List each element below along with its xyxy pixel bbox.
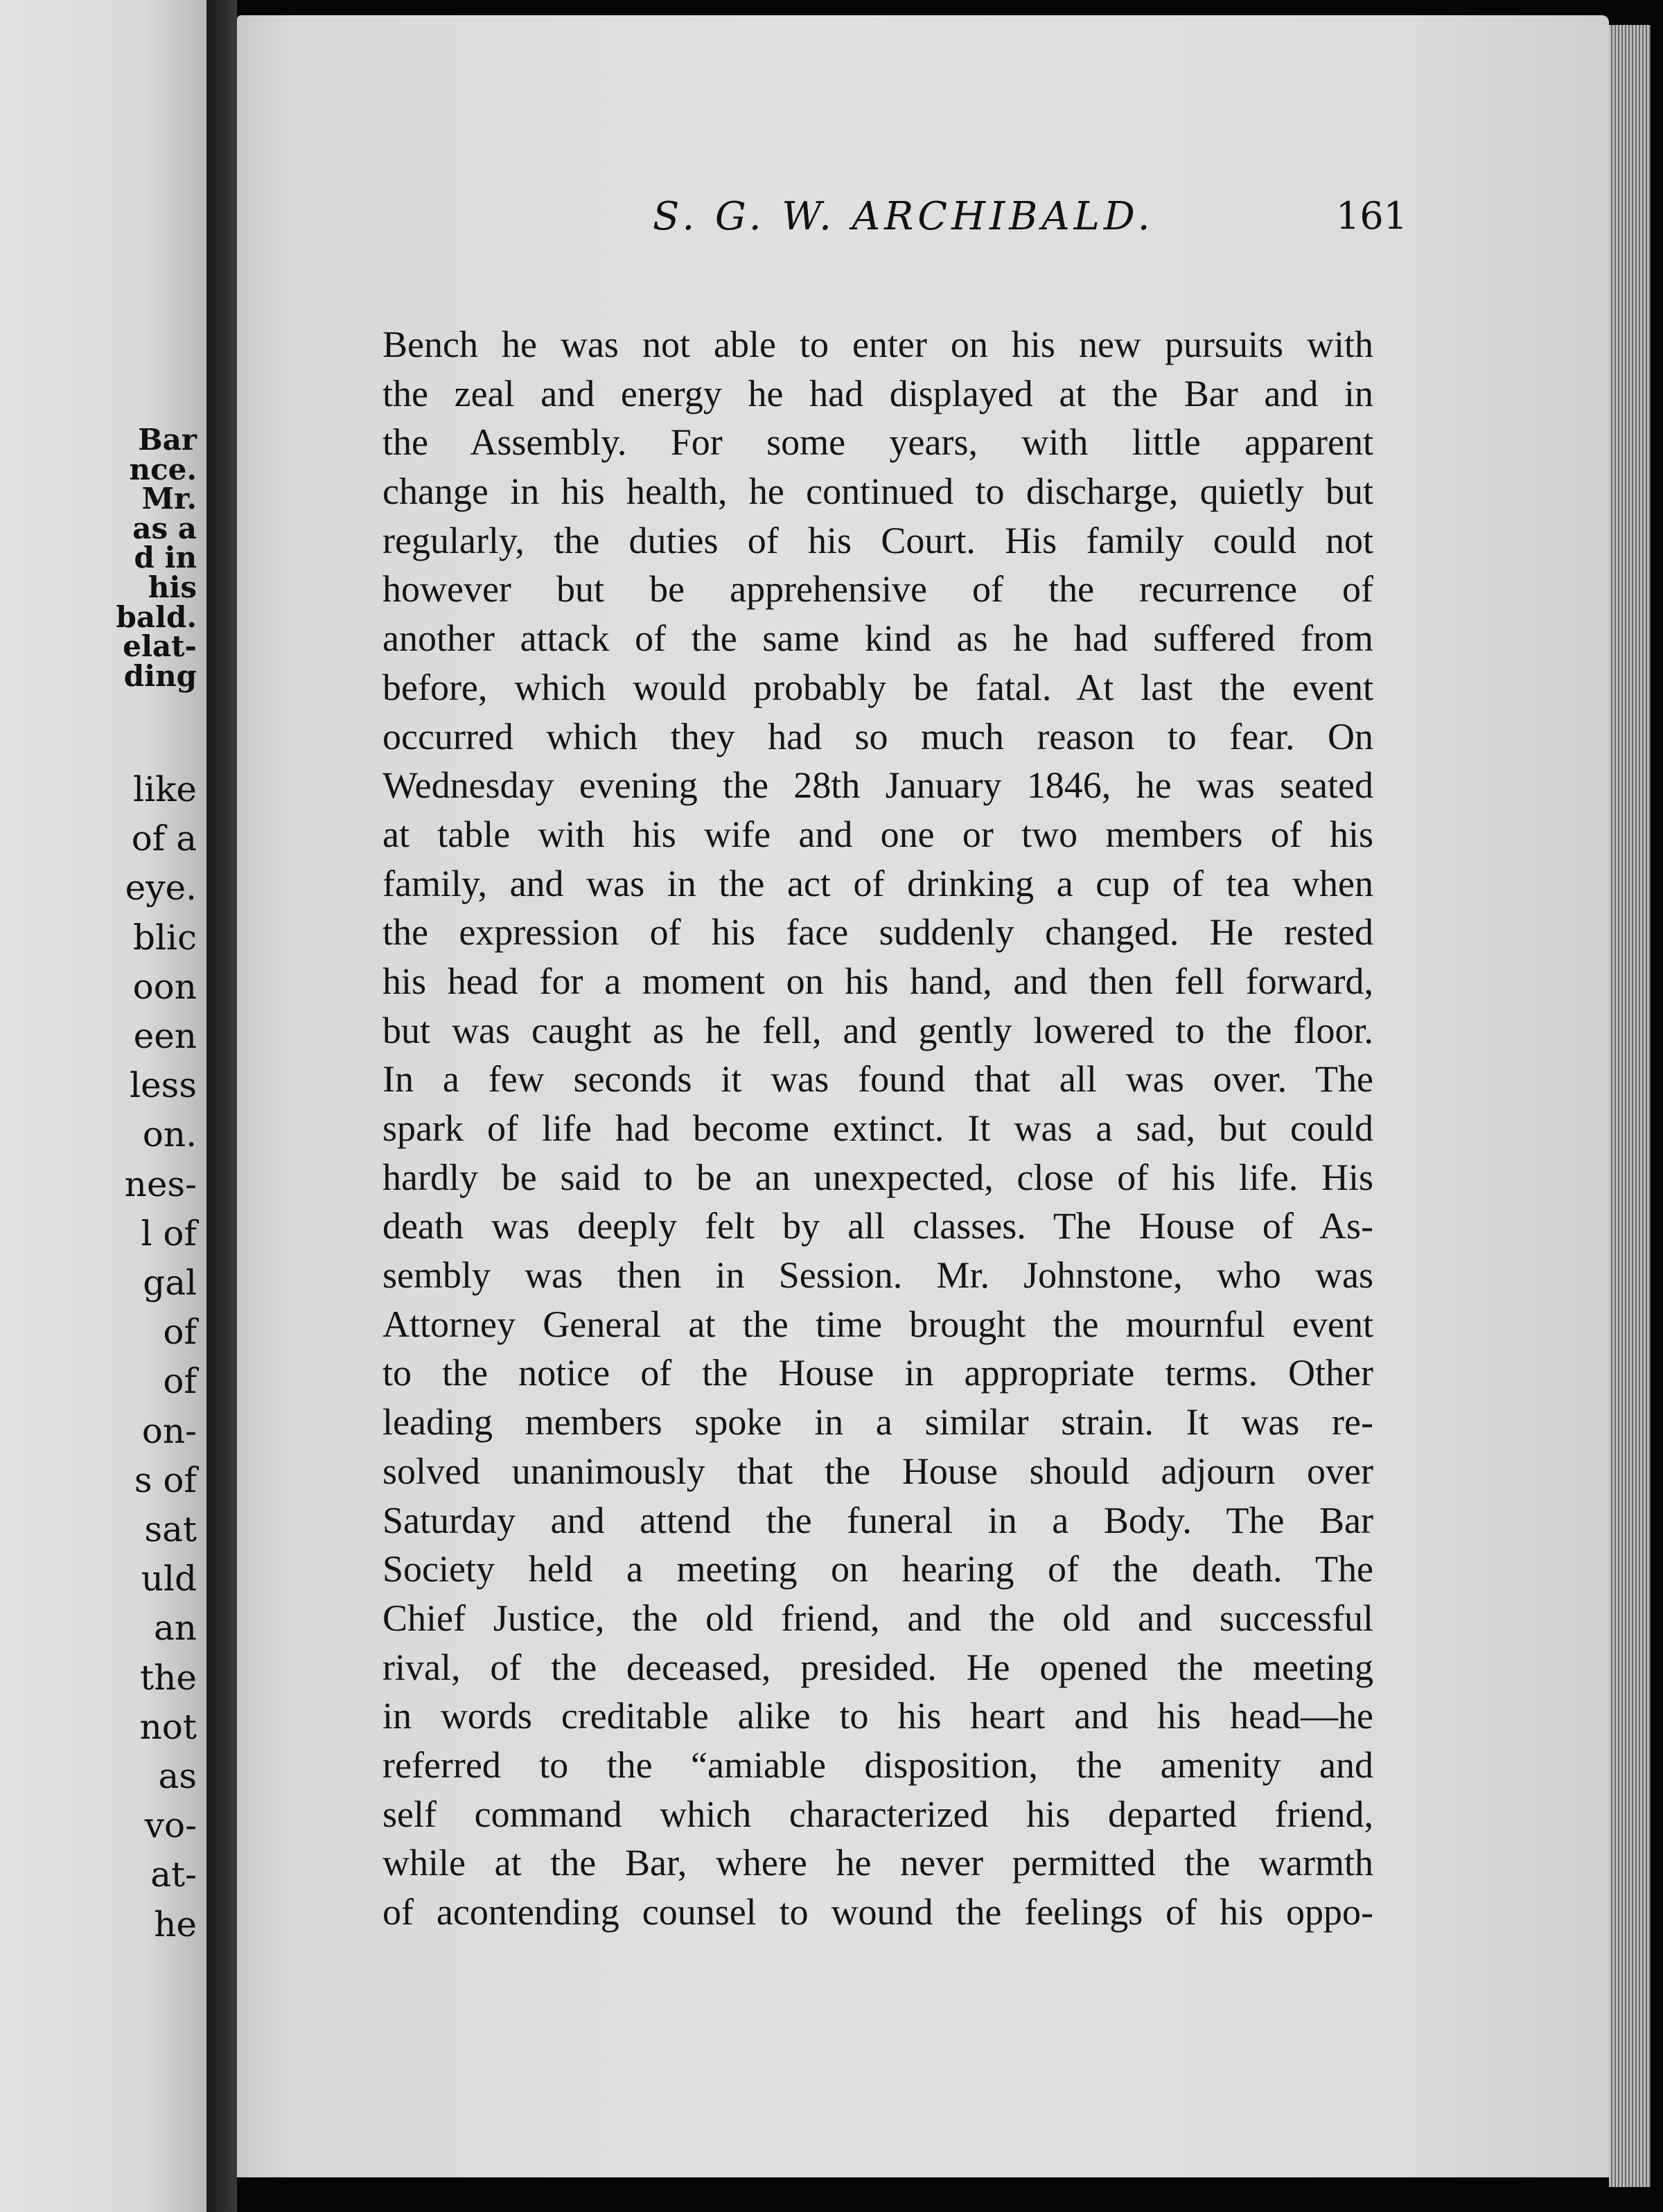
left-page-fragment: nce. [129, 452, 197, 486]
page-number: 161 [1336, 194, 1408, 238]
text-line: referred to the “amiable disposition, the amenity and [382, 1744, 1373, 1786]
book-page-161 [237, 15, 1609, 2177]
text-line: while at the Bar, where he never permitted the warmth [382, 1842, 1373, 1884]
text-line: but was caught as he fell, and gently lowered to the floor. [382, 1009, 1373, 1051]
text-line: Chief Justice, the old friend, and the old and successful [382, 1597, 1373, 1639]
left-page-fragment: ding [123, 658, 197, 693]
text-line: the expression of his face suddenly changed. He rested [382, 911, 1373, 954]
left-page-fragment: l of [141, 1213, 197, 1254]
text-line: solved unanimously that the House should adjourn over [382, 1450, 1373, 1492]
left-page-fragment: at- [150, 1854, 197, 1895]
text-line: sembly was then in Session. Mr. Johnstone, who was [382, 1254, 1373, 1297]
left-page-fragment: een [133, 1016, 197, 1056]
text-line: to the notice of the House in appropriate terms. Other [382, 1352, 1373, 1394]
text-line: Saturday and attend the funeral in a Body. The Bar [382, 1499, 1373, 1541]
text-line: his head for a moment on his hand, and then fell forward, [382, 960, 1373, 1002]
left-page-fragment: uld [141, 1559, 197, 1599]
left-page-fragment: nes- [124, 1164, 197, 1204]
book-gutter [206, 0, 237, 2212]
text-line: change in his health, he continued to discharge, quietly but [382, 471, 1373, 513]
body-text [382, 320, 1373, 1937]
left-page-fragment: oon [132, 966, 197, 1007]
left-page-fragment: on. [142, 1114, 197, 1155]
left-facing-page [0, 0, 206, 2212]
left-page-fragment: on- [141, 1410, 197, 1451]
text-line: at table with his wife and one or two members of his [382, 813, 1373, 855]
text-line: the zeal and energy he had displayed at the Bar and in [382, 372, 1373, 414]
left-page-fragment: like [133, 769, 197, 809]
left-page-fragment: his [148, 570, 197, 604]
running-head: S. G. W. ARCHIBALD. [653, 194, 1154, 239]
text-line: Society held a meeting on hearing of the death. The [382, 1548, 1373, 1590]
left-page-fragment: as [158, 1756, 197, 1796]
text-line: in words creditable alike to his heart and his head—he [382, 1695, 1373, 1737]
page-header [237, 194, 1609, 256]
text-line: hardly be said to be an unexpected, close of his life. His [382, 1156, 1373, 1198]
text-line: before, which would probably be fatal. At last the event [382, 666, 1373, 708]
text-line: leading members spoke in a similar strain. It was re- [382, 1401, 1373, 1443]
text-line: In a few seconds it was found that all was over. The [382, 1058, 1373, 1100]
left-page-fragment: Bar [138, 423, 197, 457]
text-line: regularly, the duties of his Court. His family could not [382, 519, 1373, 561]
left-page-fragment: blic [133, 917, 197, 958]
left-page-fragment: the [140, 1657, 197, 1698]
text-line: family, and was in the act of drinking a cup of tea when [382, 862, 1373, 904]
text-line: of acontending counsel to wound the feelings of his oppo- [382, 1891, 1373, 1933]
text-line: Bench he was not able to enter on his new pursuits with [382, 324, 1373, 365]
left-page-fragment: Mr. [141, 482, 197, 516]
left-page-fragment: as a [132, 511, 197, 545]
left-page-fragment: gal [143, 1263, 197, 1303]
left-page-fragment: less [130, 1065, 197, 1106]
left-page-fragment: of [163, 1312, 197, 1353]
left-page-fragment: of [163, 1361, 197, 1402]
left-page-fragment: of a [131, 818, 197, 859]
text-line: spark of life had become extinct. It was a sad, but could [382, 1107, 1373, 1149]
left-page-fragment: an [153, 1608, 197, 1649]
left-page-fragment: he [154, 1904, 197, 1945]
left-page-fragment: vo- [144, 1805, 197, 1846]
left-page-fragment: bald. [116, 599, 197, 634]
left-page-fragment: elat- [123, 629, 197, 664]
text-line: occurred which they had so much reason to fear. On [382, 715, 1373, 757]
left-page-fragment: not [139, 1706, 197, 1747]
left-page-fragment: d in [134, 541, 197, 575]
text-line: rival, of the deceased, presided. He opened the meeting [382, 1646, 1373, 1688]
text-line: Wednesday evening the 28th January 1846, he was seated [382, 764, 1373, 807]
left-page-fragment: s of [134, 1459, 197, 1500]
text-line: the Assembly. For some years, with little apparent [382, 421, 1373, 464]
text-line: Attorney General at the time brought the mournful event [382, 1303, 1373, 1345]
page-edges [1609, 25, 1651, 2187]
text-line: another attack of the same kind as he had suffered from [382, 617, 1373, 660]
text-line: death was deeply felt by all classes. The House of As- [382, 1205, 1373, 1247]
left-page-fragment: eye. [125, 868, 197, 909]
left-page-fragment: sat [144, 1509, 197, 1550]
text-line: self command which characterized his departed friend, [382, 1793, 1373, 1835]
text-line: however but be apprehensive of the recurrence of [382, 568, 1373, 611]
